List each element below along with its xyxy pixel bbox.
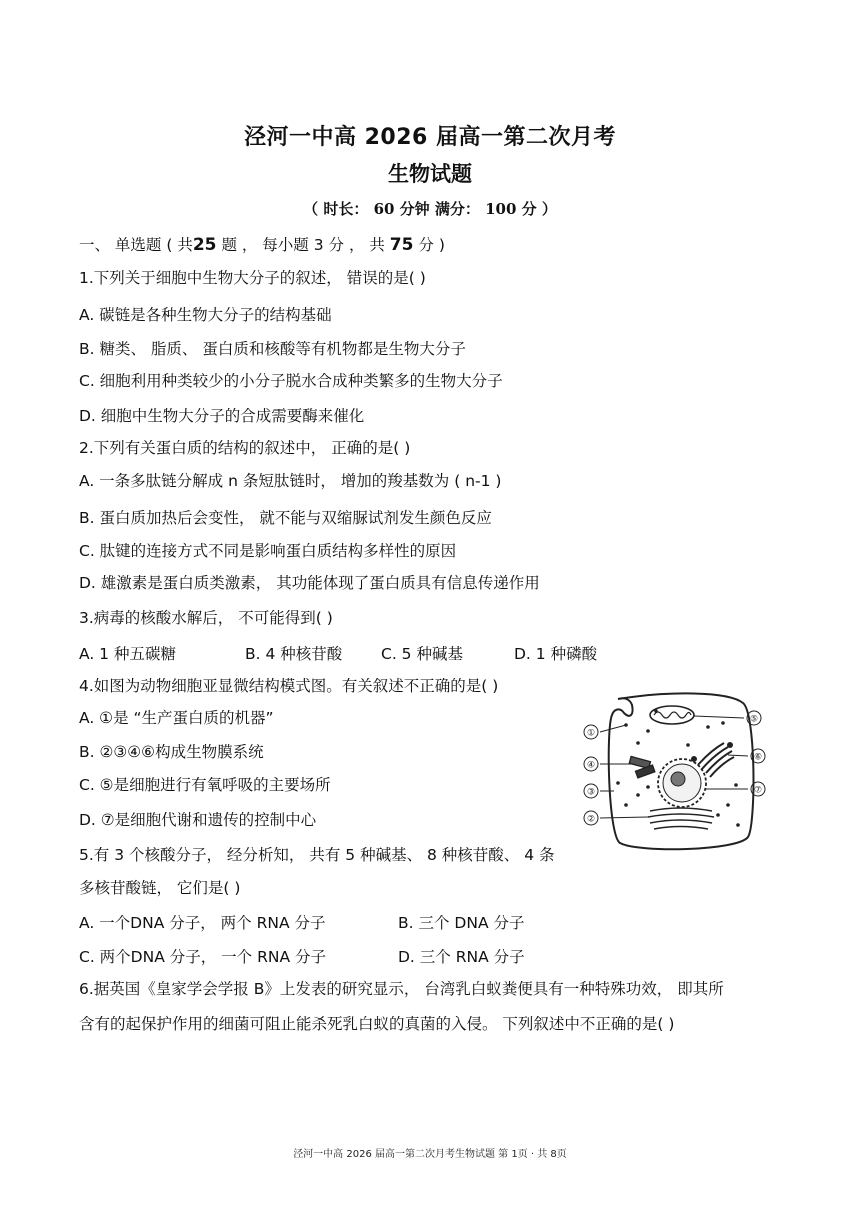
- q3-option-d: D. 1 种磷酸: [514, 645, 598, 663]
- q1-stem: 1.下列关于细胞中生物大分子的叙述， 错误的是( ): [79, 269, 426, 287]
- nucleus: [658, 759, 706, 807]
- cell-label-7: ⑦: [753, 785, 763, 796]
- q6-stem-line2: 含有的起保护作用的细菌可阻止能杀死乳白蚁的真菌的入侵。 下列叙述中不正确的是( ): [79, 1015, 675, 1033]
- q1-option-b: B. 糖类、 脂质、 蛋白质和核酸等有机物都是生物大分子: [79, 340, 466, 358]
- q2-option-d: D. 雄激素是蛋白质类激素， 其功能体现了蛋白质具有信息传递作用: [79, 574, 540, 592]
- cell-label-1: ①: [586, 728, 596, 739]
- cell-label-6: ⑥: [753, 752, 763, 763]
- q4-option-c: C. ⑤是细胞进行有氧呼吸的主要场所: [79, 776, 331, 794]
- q2-option-b: B. 蛋白质加热后会变性， 就不能与双缩脲试剂发生颜色反应: [79, 509, 492, 527]
- q2-option-c: C. 肽键的连接方式不同是影响蛋白质结构多样性的原因: [79, 542, 457, 560]
- section-suffix: 分 ): [413, 236, 445, 254]
- mitochondrion: [650, 706, 694, 724]
- endoplasmic-reticulum: [648, 808, 714, 829]
- cell-label-5: ⑤: [749, 714, 759, 725]
- page-footer: 泾河一中高 2026 届高一第二次月考生物试题 第 1页 · 共 8页: [293, 1149, 567, 1160]
- cell-label-4: ④: [586, 760, 596, 771]
- animal-cell-diagram: [578, 685, 778, 860]
- page-subtitle: 生物试题: [388, 162, 472, 186]
- q2-stem: 2.下列有关蛋白质的结构的叙述中， 正确的是( ): [79, 439, 411, 457]
- section-mid: 题 ， 每小题 3 分 ， 共: [216, 236, 390, 254]
- q4-stem: 4.如图为动物细胞亚显微结构模式图。有关叙述不正确的是( ): [79, 677, 499, 695]
- centriole: [629, 757, 655, 778]
- cell-label-3: ③: [586, 787, 596, 798]
- q1-option-c: C. 细胞利用种类较少的小分子脱水合成种类繁多的生物大分子: [79, 372, 503, 390]
- q5-option-a: A. 一个DNA 分子， 两个 RNA 分子: [79, 914, 326, 932]
- q2-option-a: A. 一条多肽链分解成 n 条短肽链时， 增加的羧基数为 ( n-1 ): [79, 472, 502, 490]
- q3-stem: 3.病毒的核酸水解后， 不可能得到( ): [79, 609, 333, 627]
- q6-stem-line1: 6.据英国《皇家学会学报 B》上发表的研究显示， 台湾乳白蚁粪便具有一种特殊功效， 即其所: [79, 980, 724, 998]
- q4-option-b: B. ②③④⑥构成生物膜系统: [79, 743, 264, 761]
- q1-option-d: D. 细胞中生物大分子的合成需要酶来催化: [79, 407, 365, 425]
- page-title: 泾河一中高 2026 届高一第二次月考: [243, 125, 617, 150]
- q1-option-a: A. 碳链是各种生物大分子的结构基础: [79, 306, 332, 324]
- section-total: 75: [389, 235, 414, 255]
- q3-option-c: C. 5 种碱基: [381, 645, 463, 663]
- q4-option-d: D. ⑦是细胞代谢和遗传的控制中心: [79, 811, 317, 829]
- q4-option-a: A. ①是 “生产蛋白质的机器”: [79, 709, 274, 727]
- exam-time-info: （ 时长： 60 分钟 满分： 100 分 ）: [303, 200, 557, 218]
- q3-option-a: A. 1 种五碳糖: [79, 645, 176, 663]
- q5-option-b: B. 三个 DNA 分子: [398, 914, 525, 932]
- q5-stem-line1: 5.有 3 个核酸分子， 经分析知， 共有 5 种碱基、 8 种核苷酸、 4 条: [79, 846, 555, 864]
- q5-option-c: C. 两个DNA 分子， 一个 RNA 分子: [79, 948, 326, 966]
- cell-label-2: ②: [586, 814, 596, 825]
- q3-option-b: B. 4 种核苷酸: [245, 645, 343, 663]
- section-prefix: 一、 单选题 ( 共: [79, 236, 193, 254]
- q5-option-d: D. 三个 RNA 分子: [398, 948, 525, 966]
- q5-stem-line2: 多核苷酸链， 它们是( ): [79, 879, 241, 897]
- section-heading: [79, 233, 445, 255]
- section-count: 25: [192, 235, 217, 255]
- golgi-apparatus: [692, 743, 734, 777]
